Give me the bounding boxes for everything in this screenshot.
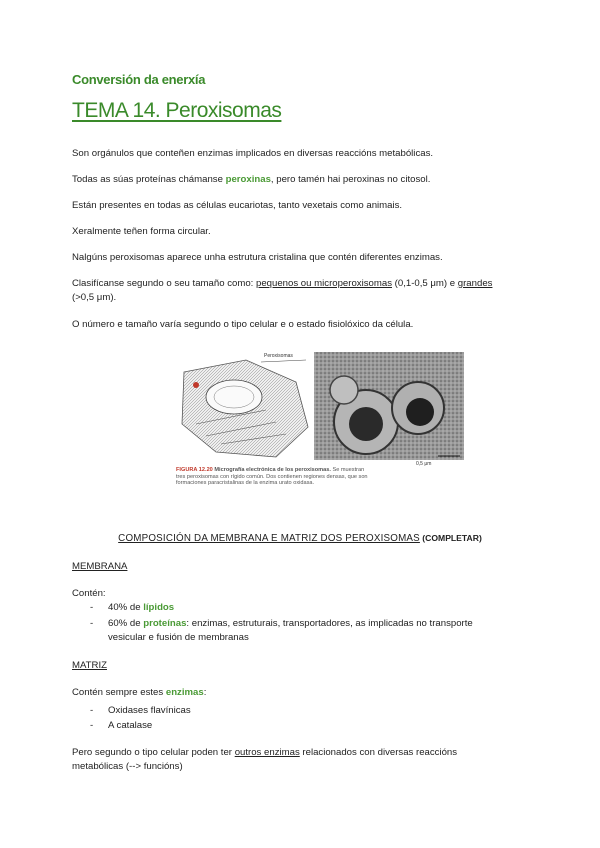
- course-subtitle: Conversión da enerxía: [72, 72, 206, 87]
- section-heading-suffix: (COMPLETAR): [419, 533, 482, 543]
- bullet: -: [90, 618, 94, 629]
- outro-text-end: metabólicas (--> funcións): [72, 761, 183, 772]
- bullet: -: [90, 602, 94, 613]
- paragraph-5: Nalgúns peroxisomas aparece unha estrutura cristalina que contén diferentes enzimas.: [72, 252, 443, 263]
- item-text: A catalase: [108, 720, 153, 731]
- page-title: TEMA 14. Peroxisomas: [72, 99, 282, 122]
- label-peroxisomas: Peroxisomas: [264, 353, 293, 359]
- paragraph-4: Xeralmente teñen forma circular.: [72, 226, 211, 237]
- paragraph-2-text-end: , pero tamén hai peroxinas no citosol.: [270, 174, 431, 185]
- caption-title: Micrografía electrónica de los peroxisomas.: [212, 467, 331, 473]
- matriz-intro: [72, 686, 532, 700]
- micrograph-illustration: [176, 352, 464, 467]
- highlight-peroxinas: peroxinas: [225, 174, 271, 185]
- outro-text-cont: relacionados con diversas reaccións: [299, 747, 458, 758]
- item-text: Oxidases flavínicas: [108, 705, 191, 716]
- item-text-end: vesicular e fusión de membranas: [108, 632, 249, 643]
- micrograph-photo: [314, 352, 464, 460]
- matriz-intro-text: Contén sempre estes: [72, 687, 166, 698]
- section-heading: [0, 533, 600, 544]
- paragraph-6-text-mid: (0,1-0,5 μm) e: [392, 278, 458, 289]
- scale-label: 0,5 μm: [416, 461, 432, 467]
- matriz-item-2: [90, 719, 530, 733]
- highlight-proteinas: proteínas: [143, 618, 187, 629]
- outro-text: Pero segundo o tipo celular poden ter: [72, 747, 235, 758]
- matriz-intro-colon: :: [203, 687, 207, 698]
- paragraph-3: Están presentes en todas as células eucariotas, tanto vexetais como animais.: [72, 200, 403, 211]
- paragraph-1: Son orgánulos que conteñen enzimas implicados en diversas reaccións metabólicas.: [72, 148, 434, 159]
- term-grandes: grandes: [457, 278, 493, 289]
- item-text: 60% de: [108, 618, 144, 629]
- paragraph-6-text: Clasifícanse segundo o seu tamaño como:: [72, 278, 256, 289]
- highlight-lipidos: lípidos: [143, 602, 175, 613]
- bullet: -: [90, 720, 94, 731]
- paragraph-2-text: Todas as súas proteínas chámanse: [72, 174, 226, 185]
- paragraph-7: O número e tamaño varía segundo o tipo celular e o estado fisiolóxico da célula.: [72, 319, 414, 330]
- membrana-item-1: [90, 601, 530, 615]
- caption-line-3: formaciones paracristalinas de la enzima urato oxidasa.: [176, 480, 315, 486]
- matriz-label: MATRIZ: [72, 660, 107, 671]
- cell-drawing: [182, 360, 308, 457]
- paragraph-6-text-end: (>0,5 μm).: [72, 292, 117, 303]
- item-text: 40% de: [108, 602, 144, 613]
- matriz-outro: [72, 746, 532, 774]
- section-heading-text: COMPOSICIÓN DA MEMBRANA E MATRIZ DOS PEROXISOMAS: [118, 533, 420, 544]
- figure-caption: [176, 467, 464, 487]
- caption-body: Se muestran: [330, 467, 365, 473]
- item-text-cont: : enzimas, estruturais, transportadores, as implicadas no transporte: [186, 618, 473, 629]
- membrana-label: MEMBRANA: [72, 561, 128, 572]
- paragraph-2: [72, 173, 532, 187]
- bullet: -: [90, 705, 94, 716]
- peroxisome-figure: [176, 352, 464, 492]
- caption-line-2: tres peroxisomas con rígido común. Dos contienen regiones densas, que son: [176, 473, 368, 480]
- paragraph-6: [72, 277, 532, 305]
- term-microperoxisomas: pequenos ou microperoxisomas: [256, 278, 392, 289]
- highlight-enzimas: enzimas: [165, 687, 204, 698]
- caption-figure-number: FIGURA 12.20: [176, 467, 213, 473]
- term-outros-enzimas: outros enzimas: [234, 747, 300, 758]
- matriz-item-1: [90, 704, 530, 718]
- membrana-intro: Contén:: [72, 588, 106, 599]
- membrana-item-2: [90, 617, 530, 645]
